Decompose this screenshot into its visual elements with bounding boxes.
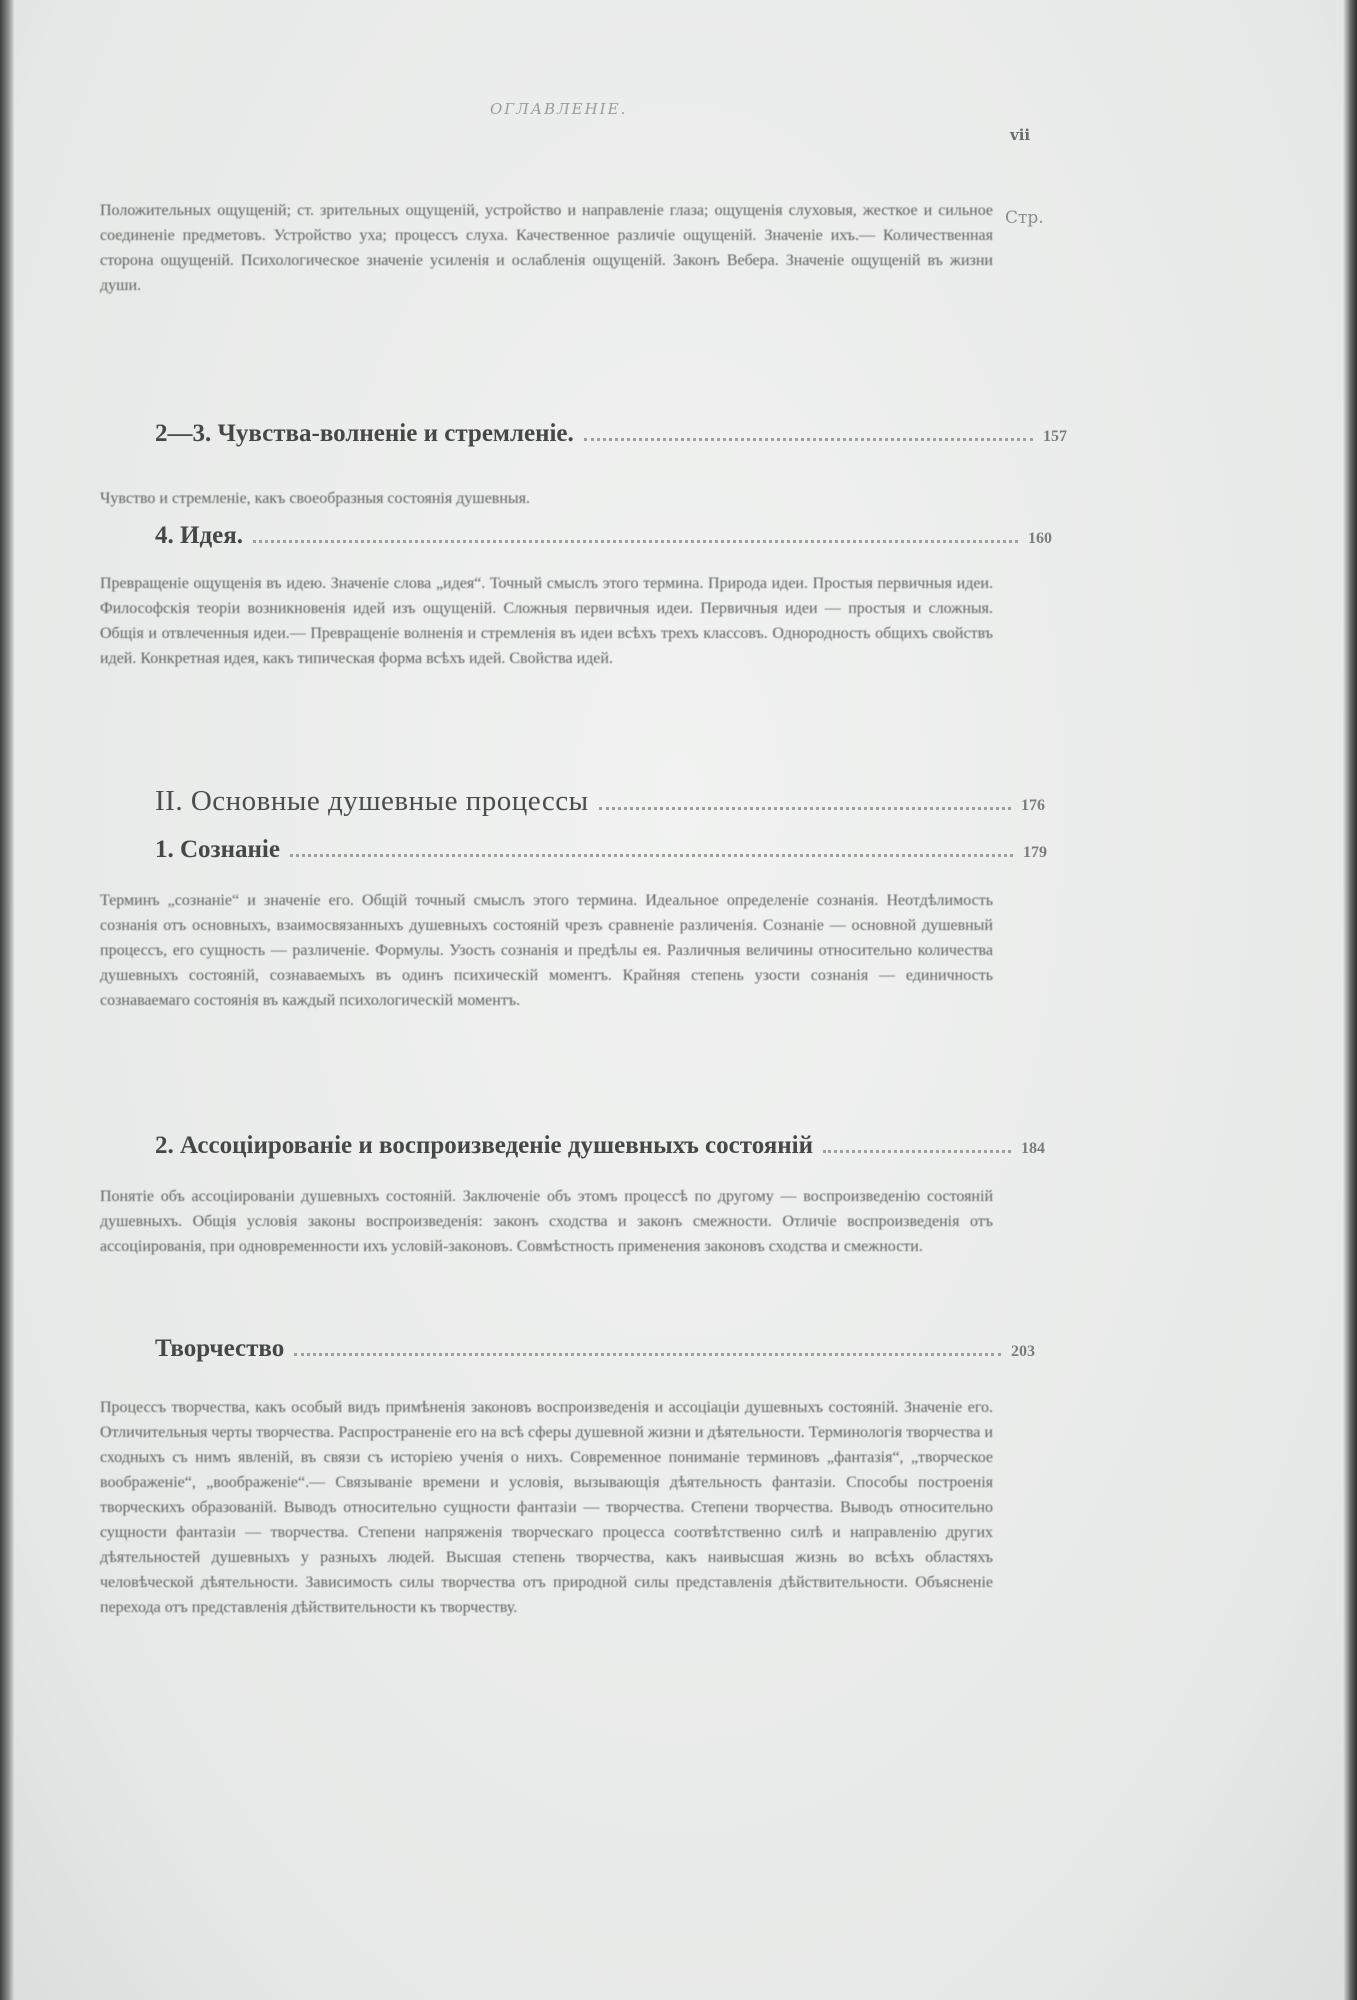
dot-leader (599, 807, 1011, 810)
section-summary: Чувство и стремленіе, какъ своеобразныя состоянія душевныя. (100, 490, 531, 507)
entry-page-ref: 179 (1023, 844, 1047, 861)
dot-leader (823, 1150, 1011, 1153)
entry-page-ref: 157 (1043, 428, 1067, 445)
section-summary: Понятіе объ ассоціированіи душевныхъ состояній. Заключеніе объ этомъ процессѣ по другому — воспроизведенію состояній душевныхъ. Общія условія законы воспроизведенія: законъ сходства и законъ смежности. Отличіе воспроизведенія отъ ассоціированія, при одновременности ихъ условій-законовъ. Совмѣстность применения законовъ сходства и смежности. (100, 1188, 993, 1255)
toc-entry-major[interactable] (155, 785, 1045, 818)
entry-page-ref: 203 (1011, 1343, 1035, 1360)
page-edge-right (1343, 0, 1357, 2000)
page-edge-left (0, 0, 14, 2000)
section-summary: Терминъ „сознаніе“ и значеніе его. Общій точный смыслъ этого термина. Идеальное определеніе сознанія. Неотдѣлимость сознанія отъ основныхъ, взаимосвязанныхъ душевныхъ состояній чрезъ сравненіе различенія. Сознаніе — основной душевный процессъ, его сущность — различеніе. Формулы. Узость сознанія и предѣлы ея. Различныя величины относительно количества душевныхъ состояній, сознаваемыхъ въ одинъ психическій моментъ. Крайняя степень узости сознанія — единичность сознаваемаго состоянія въ каждый психологическій моментъ. (100, 892, 993, 1009)
toc-entry[interactable] (155, 522, 1052, 550)
dot-leader (290, 854, 1013, 857)
entry-title: 4. Идея. (155, 522, 243, 549)
entry-title: 2—3. Чувства-волненіе и стремленіе. (155, 420, 574, 447)
toc-entry[interactable] (155, 1335, 1035, 1363)
section-summary: Превращеніе ощущенія въ идею. Значеніе слова „идея“. Точный смыслъ этого термина. Природа идеи. Простыя первичныя идеи. Философскія теоріи возникновенія идей изъ ощущеній. Сложныя первичныя идеи. Первичныя идеи — простыя и сложныя. Общія и отвлеченныя идеи.— Превращеніе волненія и стремленія въ идеи всѣхъ трехъ классовъ. Однородность общихъ свойствъ идей. Конкретная идея, какъ типическая форма всѣхъ идей. Свойства идей. (100, 575, 993, 667)
section-summary: Процессъ творчества, какъ особый видъ примѣненія законовъ воспроизведенія и ассоціаціи душевныхъ состояній. Значеніе его. Отличительныя черты творчества. Распространеніе его на всѣ сферы душевной жизни и дѣятельности. Терминологія творчества и сходныхъ съ нимъ явленій, въ связи съ исторіею ученія о нихъ. Современное пониманіе терминовъ „фантазія“, „творческое воображеніе“, „воображеніе“.— Связываніе времени и условія, вызывающія дѣятельность фантазіи. Способы построенія творческихъ образованій. Выводъ относительно сущности фантазіи — творчества. Степени творчества. Выводъ относительно сущности фантазіи — творчества. Степени напряженія творческаго процесса соотвѣтственно силѣ и направленію других дѣятельностей душевныхъ у разныхъ людей. Высшая степень творчества, какъ наивысшая жизнь во всѣхъ областяхъ человѣческой дѣятельности. Зависимость силы творчества отъ природной силы представленія дѣйствительности. Объясненіе перехода отъ представленія дѣйствительности къ творчеству. (100, 1399, 993, 1616)
entry-title: 1. Сознаніе (155, 836, 280, 863)
dot-leader (584, 438, 1033, 441)
entry-page-ref: 160 (1028, 530, 1052, 547)
entry-page-ref: 176 (1021, 797, 1045, 814)
entry-title: 2. Ассоціированіе и воспроизведеніе душевныхъ состояній (155, 1132, 813, 1159)
section-summary: Положительных ощущеній; ст. зрительных ощущеній, устройство и направленіе глаза; ощущенія слуховыя, жесткое и сильное соединеніе предметовъ. Устройство уха; процессъ слуха. Качественное различіе ощущеній. Значеніе ихъ.— Количественная сторона ощущеній. Психологическое значеніе усиленія и ослабленія ощущеній. Законъ Вебера. Значеніе ощущеній въ жизни души. (100, 202, 993, 294)
page-number: vii (1010, 126, 1031, 144)
toc-entry[interactable] (155, 1132, 1045, 1160)
dot-leader (253, 540, 1018, 543)
page-column-label: Стр. (1005, 208, 1044, 228)
entry-title: Творчество (155, 1335, 285, 1362)
toc-entry[interactable] (155, 836, 1047, 864)
toc-entry[interactable] (155, 420, 1067, 448)
dot-leader (294, 1353, 1001, 1356)
entry-title: II. Основные душевные процессы (155, 785, 589, 817)
entry-page-ref: 184 (1021, 1140, 1045, 1157)
running-head: ОГЛАВЛЕНІЕ. (490, 100, 628, 118)
